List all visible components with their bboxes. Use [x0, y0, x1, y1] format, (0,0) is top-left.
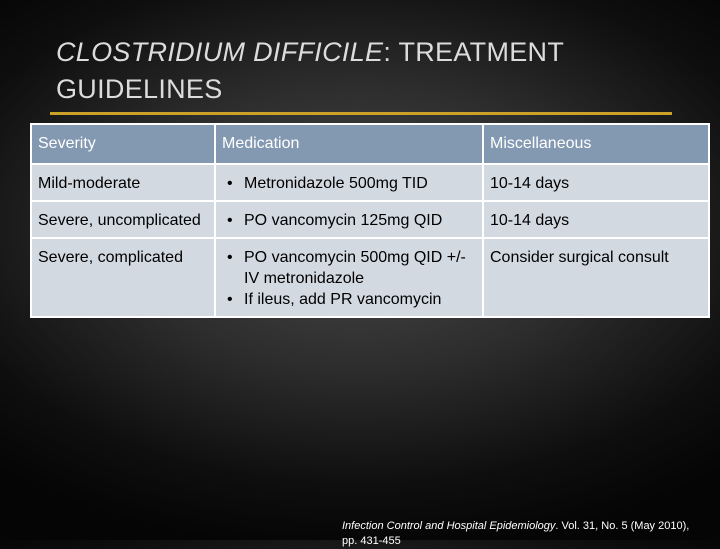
citation-journal: Infection Control and Hospital Epidemiology — [342, 520, 556, 532]
header-medication: Medication — [215, 124, 483, 164]
misc-cell: 10-14 days — [483, 201, 709, 238]
title-organism: CLOSTRIDIUM DIFFICILE — [56, 37, 384, 67]
citation-details: . Vol. 31, No. 5 (May 2010), pp. 431-455 — [342, 520, 690, 547]
header-miscellaneous: Miscellaneous — [483, 124, 709, 164]
misc-cell: 10-14 days — [483, 164, 709, 201]
title-rest: : TREATMENT GUIDELINES — [56, 37, 564, 104]
medication-item: • Metronidazole 500mg TID — [222, 173, 476, 194]
treatment-table — [30, 123, 710, 318]
table-row — [31, 201, 709, 238]
table-row — [31, 238, 709, 317]
severity-cell: Mild-moderate — [31, 164, 215, 201]
severity-cell: Severe, uncomplicated — [31, 201, 215, 238]
medication-list — [222, 173, 476, 194]
medication-cell — [215, 164, 483, 201]
table-row — [31, 164, 709, 201]
medication-list — [222, 247, 476, 310]
medication-list — [222, 210, 476, 231]
medication-item: • PO vancomycin 500mg QID +/- IV metronidazole — [222, 247, 476, 289]
medication-item: • If ileus, add PR vancomycin — [222, 289, 476, 310]
medication-item: • PO vancomycin 125mg QID — [222, 210, 476, 231]
medication-cell — [215, 238, 483, 317]
misc-cell: Consider surgical consult — [483, 238, 709, 317]
title-underline — [50, 112, 672, 115]
severity-cell: Severe, complicated — [31, 238, 215, 317]
citation — [342, 519, 702, 549]
table-header-row — [31, 124, 709, 164]
slide-title — [56, 34, 696, 108]
medication-cell — [215, 201, 483, 238]
header-severity: Severity — [31, 124, 215, 164]
